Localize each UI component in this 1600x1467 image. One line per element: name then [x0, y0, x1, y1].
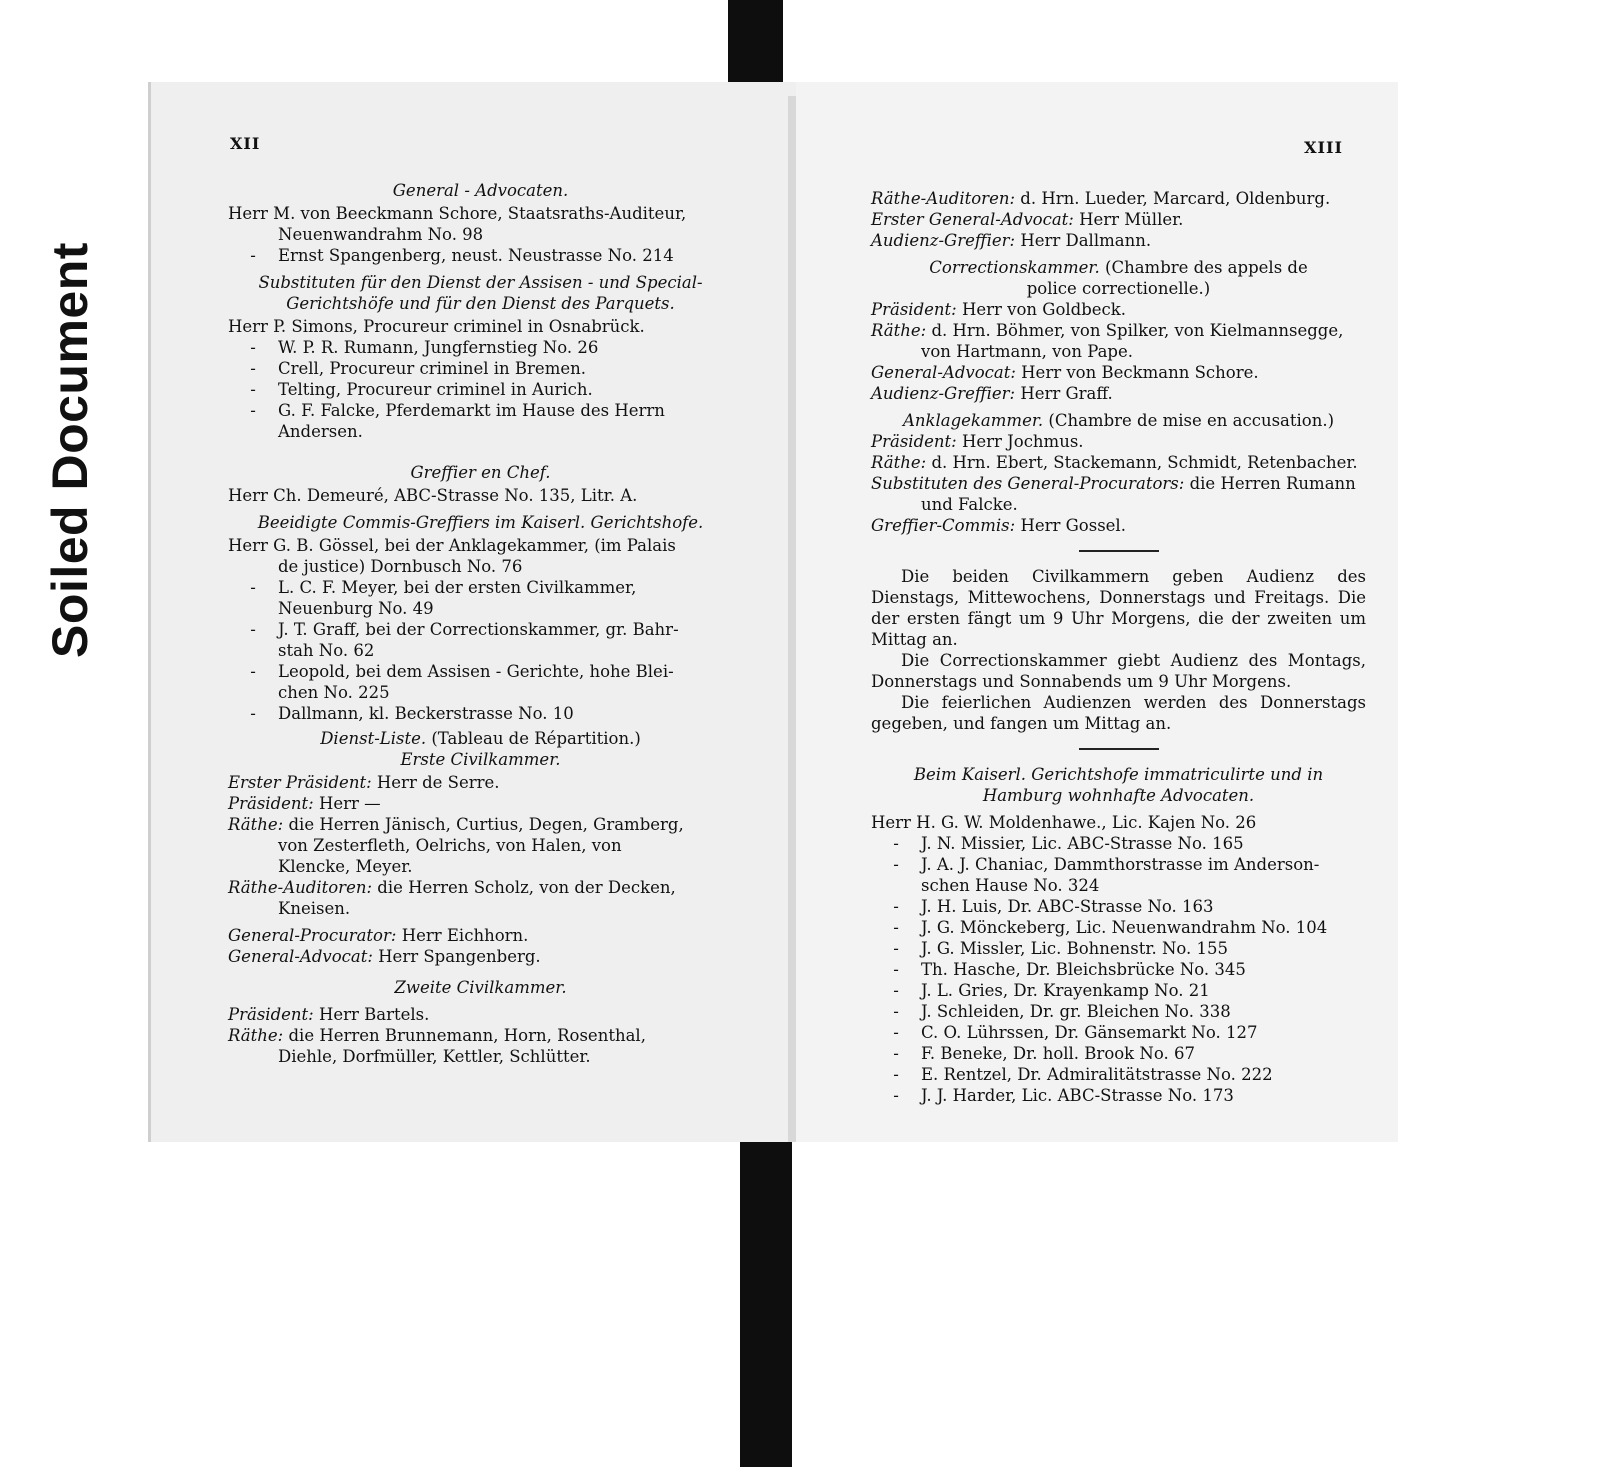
document-label: [40, 170, 100, 730]
role-label: General-Advocat:: [228, 947, 373, 966]
entry-line: J. H. Luis, Dr. ABC-Strasse No. 163: [921, 897, 1214, 916]
entry-line: E. Rentzel, Dr. Admiralitätstrasse No. 222: [921, 1065, 1273, 1084]
role-value: Herr Eichhorn.: [401, 926, 529, 945]
entry-dash: -: [893, 1023, 899, 1042]
heading-dienst-liste: [228, 728, 733, 749]
heading-zweite-civilkammer: Zweite Civilkammer.: [394, 978, 567, 997]
heading-substituten: [228, 272, 733, 314]
heading-commis: Beeidigte Commis-Greffiers im Kaiserl. Gerichtshofe.: [257, 513, 704, 532]
role-label: Räthe-Auditoren:: [228, 878, 373, 897]
entry-line: Dallmann, kl. Beckerstrasse No. 10: [278, 704, 574, 723]
heading-dienst-tail: (Tableau de Répartition.): [431, 729, 641, 748]
role-value: d. Hrn. Ebert, Stackemann, Schmidt, Retenbacher.: [931, 453, 1358, 472]
role-value: Herr Bartels.: [318, 1005, 430, 1024]
role-label: Räthe:: [228, 815, 284, 834]
entry-line: stah No. 62: [278, 641, 375, 660]
heading-line: Substituten für den Dienst der Assisen - und Special-: [258, 273, 703, 292]
entry-line: Klencke, Meyer.: [278, 857, 413, 876]
entry-line: C. O. Lührssen, Dr. Gänsemarkt No. 127: [921, 1023, 1258, 1042]
page-number-right: XIII: [1304, 138, 1343, 157]
role-label: Räthe-Auditoren:: [871, 189, 1016, 208]
role-label: Greffier-Commis:: [871, 516, 1016, 535]
entry-line: Herr H. G. W. Moldenhawe., Lic. Kajen No. 26: [871, 813, 1257, 832]
entry-dash: -: [893, 1065, 899, 1084]
section-divider: [1079, 748, 1159, 750]
role-value: Herr Müller.: [1079, 210, 1184, 229]
role-value: Herr von Goldbeck.: [961, 300, 1127, 319]
entry-dash: -: [250, 246, 256, 265]
role-value: Herr Dallmann.: [1020, 231, 1152, 250]
entry-dash: -: [893, 1044, 899, 1063]
entry-line: Telting, Procureur criminel in Aurich.: [278, 380, 593, 399]
entry-dash: -: [893, 1086, 899, 1105]
entry-line: J. L. Gries, Dr. Krayenkamp No. 21: [921, 981, 1210, 1000]
entry-line: Herr P. Simons, Procureur criminel in Osnabrück.: [228, 317, 645, 336]
entry-dash: -: [893, 1002, 899, 1021]
entry-dash: -: [250, 359, 256, 378]
entry-dash: -: [893, 981, 899, 1000]
section-divider: [1079, 550, 1159, 552]
role-label: Erster General-Advocat:: [871, 210, 1074, 229]
page-number-left: XII: [230, 134, 261, 153]
entry-dash: -: [250, 401, 256, 420]
entry-line: und Falcke.: [921, 495, 1018, 514]
entry-line: de justice) Dornbusch No. 76: [278, 557, 523, 576]
entry-line: J. T. Graff, bei der Correctionskammer, gr. Bahr-: [278, 620, 679, 639]
entry-line: Th. Hasche, Dr. Bleichsbrücke No. 345: [921, 960, 1246, 979]
heading-dienst-label: Dienst-Liste.: [320, 729, 427, 748]
role-value: Herr de Serre.: [376, 773, 500, 792]
left-page: [148, 82, 796, 1142]
entry-dash: -: [893, 960, 899, 979]
entry-line: Andersen.: [278, 422, 363, 441]
role-label: Räthe:: [871, 453, 927, 472]
entry-line: J. G. Mönckeberg, Lic. Neuenwandrahm No. 104: [921, 918, 1328, 937]
heading-line: Gerichtshöfe und für den Dienst des Parquets.: [286, 294, 675, 313]
role-label: Audienz-Greffier:: [871, 231, 1016, 250]
role-value: Herr —: [318, 794, 381, 813]
entry-line: Kneisen.: [278, 899, 351, 918]
heading-anklage-tail: (Chambre de mise en accusation.): [1048, 411, 1335, 430]
role-value: die Herren Rumann: [1189, 474, 1356, 493]
paragraph-correctionskammer: Die Correctionskammer giebt Audienz des Montags, Donnerstags und Sonnabends um 9 Uhr Morgens.: [871, 651, 1366, 691]
entry-dash: -: [250, 662, 256, 681]
role-label: Audienz-Greffier:: [871, 384, 1016, 403]
role-value: d. Hrn. Lueder, Marcard, Oldenburg.: [1020, 189, 1331, 208]
role-value: Herr Gossel.: [1020, 516, 1126, 535]
role-value: Herr Graff.: [1020, 384, 1113, 403]
right-page: [796, 82, 1398, 1142]
entry-dash: -: [893, 897, 899, 916]
role-label: Räthe:: [871, 321, 927, 340]
role-value: Herr Jochmus.: [961, 432, 1084, 451]
paragraph-feierliche-audienzen: Die feierlichen Audienzen werden des Donnerstags gegeben, und fangen um Mittag an.: [871, 693, 1366, 733]
role-label: Erster Präsident:: [228, 773, 372, 792]
entry-line: Ernst Spangenberg, neust. Neustrasse No. 214: [278, 246, 674, 265]
right-page-text: [871, 188, 1366, 1106]
entry-line: Leopold, bei dem Assisen - Gerichte, hohe Blei-: [278, 662, 674, 681]
entry-line: L. C. F. Meyer, bei der ersten Civilkammer,: [278, 578, 637, 597]
role-value: die Herren Scholz, von der Decken,: [377, 878, 676, 897]
entry-line: G. F. Falcke, Pferdemarkt im Hause des Herrn: [278, 401, 665, 420]
entry-dash: -: [250, 380, 256, 399]
heading-correctionskammer: [871, 257, 1366, 299]
role-value: Herr Spangenberg.: [378, 947, 541, 966]
role-label: General-Advocat:: [871, 363, 1016, 382]
entry-dash: -: [893, 939, 899, 958]
entry-dash: -: [250, 620, 256, 639]
spine-bottom-band: [740, 1142, 792, 1467]
entry-line: schen Hause No. 324: [921, 876, 1100, 895]
heading-advocaten: [871, 764, 1366, 806]
role-label: Präsident:: [871, 432, 957, 451]
role-label: Präsident:: [871, 300, 957, 319]
role-label: General-Procurator:: [228, 926, 397, 945]
role-value: Herr von Beckmann Schore.: [1021, 363, 1259, 382]
heading-greffier: Greffier en Chef.: [410, 463, 551, 482]
entry-dash: -: [250, 704, 256, 723]
role-label: Räthe:: [228, 1026, 284, 1045]
role-value: die Herren Brunnemann, Horn, Rosenthal,: [288, 1026, 646, 1045]
heading-line: Hamburg wohnhafte Advocaten.: [982, 786, 1255, 805]
role-value: die Herren Jänisch, Curtius, Degen, Gramberg,: [288, 815, 684, 834]
entry-line: von Zesterfleth, Oelrichs, von Halen, von: [278, 836, 622, 855]
entry-line: chen No. 225: [278, 683, 390, 702]
heading-general-advocaten: General - Advocaten.: [392, 181, 569, 200]
entry-line: J. G. Missler, Lic. Bohnenstr. No. 155: [921, 939, 1229, 958]
heading-correction-tail2: police correctionelle.): [1026, 279, 1211, 298]
heading-correction-tail: (Chambre des appels de: [1105, 258, 1308, 277]
entry-line: J. Schleiden, Dr. gr. Bleichen No. 338: [921, 1002, 1231, 1021]
left-page-text: [228, 174, 733, 1067]
heading-line: Beim Kaiserl. Gerichtshofe immatriculirte und in: [913, 765, 1324, 784]
entry-line: J. N. Missier, Lic. ABC-Strasse No. 165: [921, 834, 1244, 853]
role-label: Präsident:: [228, 794, 314, 813]
paragraph-civilkammern: Die beiden Civilkammern geben Audienz des Dienstags, Mittewochens, Donnerstags und Freitags. Die der ersten fängt um 9 Uhr Morgens, die der zweiten um Mittag an.: [871, 567, 1366, 649]
document-label-text: Soiled Document: [42, 242, 98, 658]
entry-line: F. Beneke, Dr. holl. Brook No. 67: [921, 1044, 1195, 1063]
entry-line: J. A. J. Chaniac, Dammthorstrasse im Anderson-: [921, 855, 1320, 874]
entry-line: Herr M. von Beeckmann Schore, Staatsraths-Auditeur,: [228, 204, 687, 223]
heading-erste-civilkammer: Erste Civilkammer.: [400, 750, 561, 769]
entry-line: Herr G. B. Gössel, bei der Anklagekammer, (im Palais: [228, 536, 676, 555]
heading-anklagekammer: [871, 410, 1366, 431]
entry-line: W. P. R. Rumann, Jungfernstieg No. 26: [278, 338, 599, 357]
entry-line: von Hartmann, von Pape.: [921, 342, 1133, 361]
entry-dash: -: [893, 834, 899, 853]
entry-line: Diehle, Dorfmüller, Kettler, Schlütter.: [278, 1047, 591, 1066]
entry-line: Neuenburg No. 49: [278, 599, 434, 618]
role-label: Präsident:: [228, 1005, 314, 1024]
entry-dash: -: [893, 855, 899, 874]
role-value: d. Hrn. Böhmer, von Spilker, von Kielmannsegge,: [931, 321, 1344, 340]
heading-anklage-label: Anklagekammer.: [902, 411, 1044, 430]
entry-dash: -: [893, 918, 899, 937]
entry-dash: -: [250, 338, 256, 357]
role-label: Substituten des General-Procurators:: [871, 474, 1185, 493]
entry-line: J. J. Harder, Lic. ABC-Strasse No. 173: [921, 1086, 1234, 1105]
heading-correction-label: Correctionskammer.: [929, 258, 1100, 277]
entry-line: Neuenwandrahm No. 98: [278, 225, 484, 244]
entry-line: Crell, Procureur criminel in Bremen.: [278, 359, 586, 378]
entry-line: Herr Ch. Demeuré, ABC-Strasse No. 135, Litr. A.: [228, 486, 638, 505]
entry-dash: -: [250, 578, 256, 597]
